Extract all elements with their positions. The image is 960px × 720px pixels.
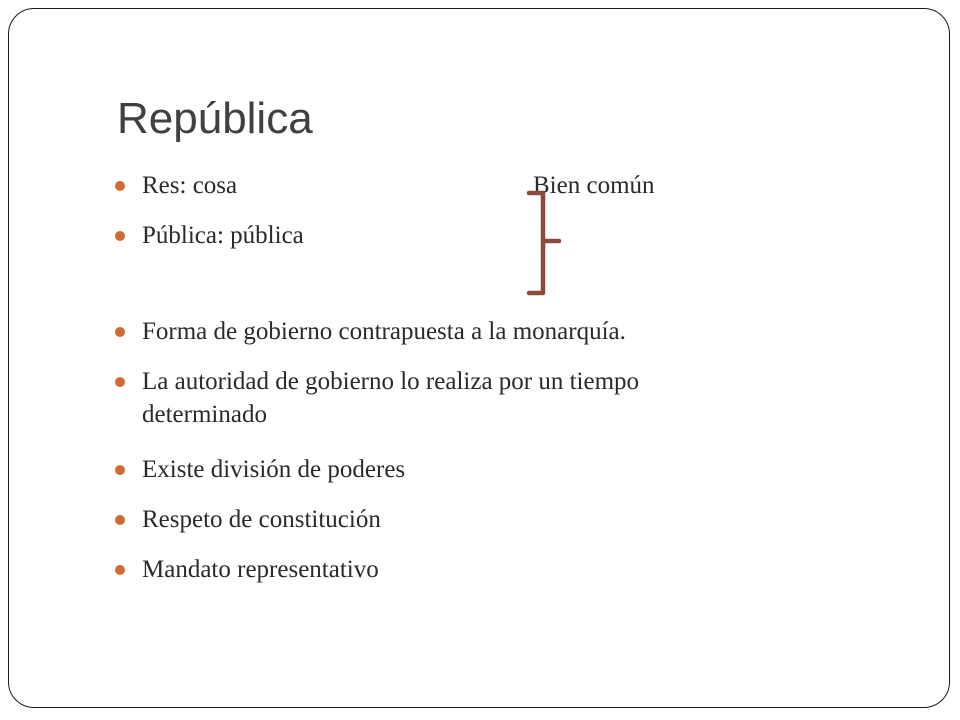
- bullet-autoridad: [142, 366, 639, 398]
- bullet-text: Res: cosa: [142, 172, 238, 199]
- bullet-constitucion: [142, 504, 381, 536]
- bullet-text: determinado: [142, 401, 267, 428]
- bullet-forma-gobierno: [142, 316, 626, 348]
- bullet-dot: [115, 327, 125, 337]
- slide-frame: [8, 8, 950, 708]
- bullet-division-poderes: [142, 454, 405, 486]
- bullet-text: Pública: pública: [142, 222, 304, 249]
- bullet-dot: [115, 181, 125, 191]
- bullet-mandato: [142, 554, 379, 586]
- bullet-autoridad-continuation: [142, 399, 267, 431]
- bullet-text: Respeto de constitución: [142, 506, 381, 533]
- bullet-text: Existe división de poderes: [142, 456, 406, 483]
- bullet-text: La autoridad de gobierno lo realiza por un tiempo: [142, 368, 640, 395]
- bullet-dot: [115, 231, 125, 241]
- bullet-text: Forma de gobierno contrapuesta a la monarquía.: [142, 318, 626, 345]
- bracket-path: [529, 193, 559, 293]
- bullet-publica: [142, 220, 304, 252]
- bullet-dot: [115, 515, 125, 525]
- bullet-res: [142, 170, 237, 202]
- bullet-dot: [115, 565, 125, 575]
- bullet-dot: [115, 465, 125, 475]
- bullet-dot: [115, 377, 125, 387]
- bullet-text: Mandato representativo: [142, 556, 379, 583]
- brace-bracket-icon: [519, 189, 567, 299]
- slide-title: República: [117, 94, 313, 143]
- annotation-bien-comun: Bien común: [533, 172, 655, 199]
